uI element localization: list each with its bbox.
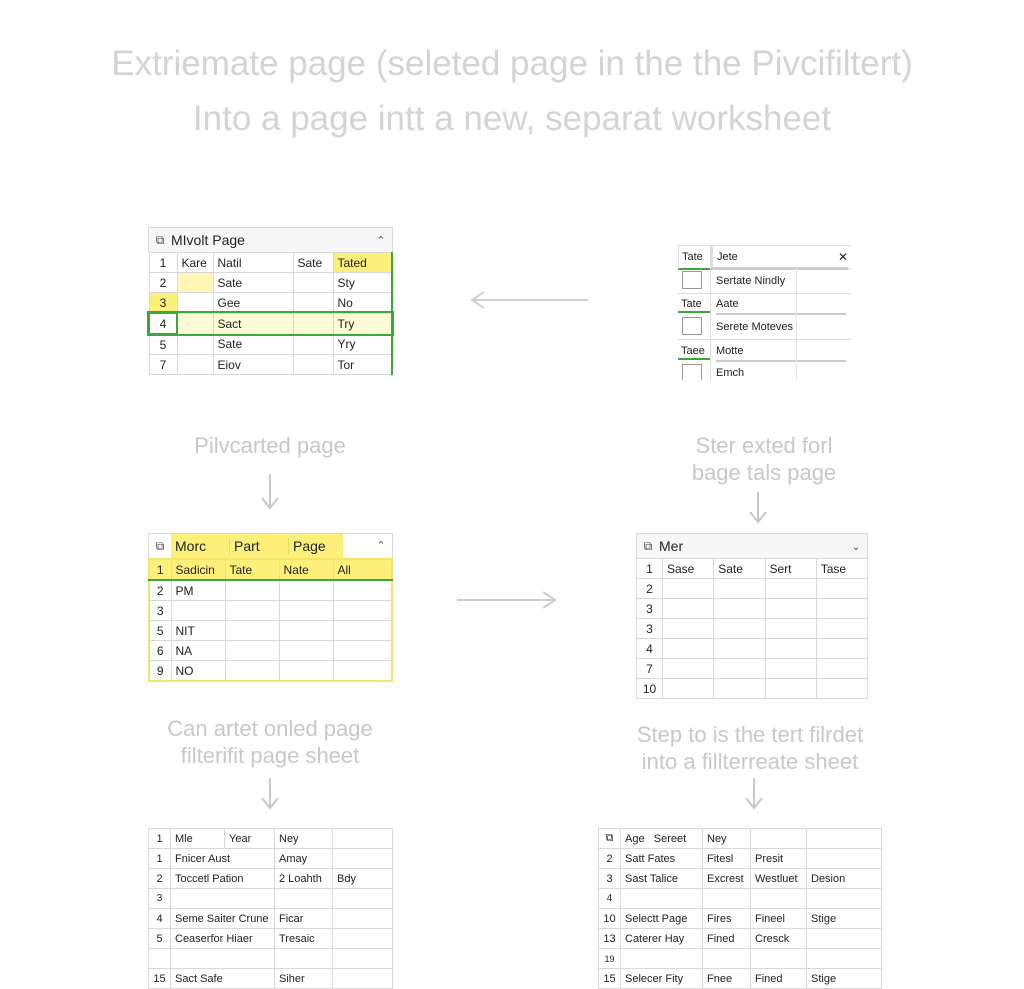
table-row[interactable] <box>599 849 882 869</box>
table-row[interactable] <box>149 641 392 661</box>
arrow-down-icon <box>258 776 282 812</box>
arrow-right-icon <box>455 590 561 610</box>
row-number: 6 <box>149 641 171 661</box>
table-cell[interactable] <box>807 889 882 909</box>
table-cell[interactable] <box>333 969 393 989</box>
table-cell[interactable] <box>751 889 807 909</box>
table-row[interactable] <box>149 580 392 601</box>
table-row[interactable] <box>599 969 882 989</box>
table-cell[interactable]: Fined <box>751 969 807 989</box>
row-number: 2 <box>637 579 663 599</box>
row-number: 7 <box>637 659 663 679</box>
row-number: 5 <box>149 621 171 641</box>
caption-extract-line-1: Ster exted forl <box>695 433 833 458</box>
row-number: 15 <box>599 969 621 989</box>
arrow-down-icon <box>746 490 770 526</box>
row-number: 3 <box>149 293 177 314</box>
table-cell[interactable] <box>807 949 882 969</box>
row-number: 2 <box>149 580 171 601</box>
table-cell[interactable]: NA <box>171 641 225 661</box>
table-cell[interactable] <box>171 601 225 621</box>
table-row[interactable] <box>637 579 868 599</box>
row-number: 1 <box>149 849 171 869</box>
table-row[interactable] <box>637 659 868 679</box>
table-cell[interactable]: Fnee <box>703 969 751 989</box>
row-number: 1 <box>149 253 177 273</box>
table-cell[interactable]: Desion <box>807 869 882 889</box>
filter-item-label[interactable]: Serete Moteves <box>716 321 794 333</box>
table-row[interactable] <box>149 621 392 641</box>
selected-row[interactable] <box>149 313 392 334</box>
row-number: 3 <box>599 869 621 889</box>
table-cell[interactable]: Sate <box>213 334 293 355</box>
table-cell[interactable]: NIT <box>171 621 225 641</box>
diagram-title-line-2: Into a page intt a new, separat worksheet <box>192 99 832 138</box>
filter-subtab[interactable]: Motte <box>716 345 744 357</box>
table-cell[interactable] <box>177 293 213 314</box>
column-header[interactable] <box>751 829 807 849</box>
table-cell[interactable] <box>293 355 333 375</box>
filter-header <box>712 245 851 269</box>
table-cell[interactable] <box>621 889 703 909</box>
row-number: 5 <box>149 929 171 949</box>
table-cell[interactable]: Tresaic <box>275 929 333 949</box>
collapse-icon[interactable]: ⌃ <box>370 534 392 558</box>
bottom-left-sheet <box>148 828 393 989</box>
pivot-page-title: MIvolt Page <box>171 232 245 248</box>
filter-tab-label: Tate <box>682 251 703 263</box>
middle-right-sheet <box>636 533 868 699</box>
selected-row[interactable] <box>149 559 392 580</box>
table-cell[interactable] <box>177 313 213 334</box>
table-row[interactable] <box>599 869 882 889</box>
column-header[interactable]: Kare <box>177 253 213 273</box>
checkbox[interactable] <box>682 317 702 335</box>
table-row[interactable] <box>637 619 868 639</box>
table-cell[interactable]: Ceaserfor Hiaer <box>171 929 275 949</box>
table-cell[interactable]: Tate <box>225 559 279 580</box>
row-number: 1 <box>637 559 663 579</box>
pivot-page-sheet <box>148 227 393 375</box>
table-row[interactable] <box>149 661 392 682</box>
table-cell[interactable]: Sact Safe <box>171 969 275 989</box>
table-cell[interactable] <box>621 949 703 969</box>
table-row[interactable] <box>599 929 882 949</box>
row-number: 19 <box>599 949 621 969</box>
column-header[interactable] <box>333 829 393 849</box>
row-number: 2 <box>149 273 177 293</box>
filter-item-label[interactable]: Sertate Nindly <box>716 275 786 287</box>
table-cell[interactable]: 2 Loahth <box>275 869 333 889</box>
table-cell[interactable]: Selectt Page <box>621 909 703 929</box>
filter-tab[interactable] <box>678 245 712 270</box>
close-icon[interactable]: ✕ <box>837 250 849 264</box>
table-cell[interactable] <box>807 849 882 869</box>
table-cell[interactable] <box>703 889 751 909</box>
row-number: 1 <box>149 559 171 580</box>
table-cell[interactable] <box>293 313 333 334</box>
table-row[interactable] <box>149 601 392 621</box>
column-header[interactable]: Age Sereet <box>621 829 703 849</box>
table-cell[interactable] <box>333 949 393 969</box>
table-cell[interactable] <box>333 929 393 949</box>
caption-step-line-1: Step to is the tert filrdet <box>636 722 864 747</box>
table-cell[interactable]: Seme Saiter Crune <box>171 909 275 929</box>
table-cell[interactable]: Stige <box>807 909 882 929</box>
table-cell[interactable]: NO <box>171 661 225 682</box>
table-row[interactable] <box>149 869 393 889</box>
row-number: 3 <box>149 601 171 621</box>
row-number: 4 <box>149 313 177 334</box>
column-header[interactable] <box>807 829 882 849</box>
caption-step-line-2: into a fillterreate sheet <box>641 749 859 774</box>
arrow-down-icon <box>258 472 282 512</box>
row-number: 5 <box>149 334 177 355</box>
table-row[interactable] <box>637 599 868 619</box>
table-cell[interactable] <box>333 909 393 929</box>
table-row[interactable] <box>149 293 392 314</box>
checkbox[interactable] <box>682 364 702 380</box>
middle-left-header <box>148 533 393 558</box>
table-row[interactable] <box>149 949 393 969</box>
column-header[interactable]: Ney <box>703 829 751 849</box>
arrow-down-icon <box>742 776 766 812</box>
column-header[interactable]: Ney <box>275 829 333 849</box>
middle-right-header <box>636 533 868 558</box>
table-cell[interactable] <box>333 849 393 869</box>
column-header[interactable]: Morc <box>175 538 207 554</box>
table-cell[interactable]: Fineel <box>751 909 807 929</box>
row-number: 15 <box>149 969 171 989</box>
table-cell[interactable]: Sadicin <box>171 559 225 580</box>
table-cell[interactable]: Eiov <box>213 355 293 375</box>
table-cell[interactable]: Presit <box>751 849 807 869</box>
row-number: 4 <box>599 889 621 909</box>
column-header[interactable]: Mle <box>171 829 225 849</box>
header-row <box>599 829 882 849</box>
table-row[interactable] <box>149 909 393 929</box>
table-cell[interactable] <box>275 889 333 909</box>
table-cell[interactable] <box>807 929 882 949</box>
table-cell[interactable] <box>703 949 751 969</box>
table-cell[interactable]: Tor <box>333 355 392 375</box>
table-cell[interactable]: Try <box>333 313 392 334</box>
row-number: 7 <box>149 355 177 375</box>
table-row[interactable] <box>637 679 868 699</box>
table-cell[interactable] <box>177 334 213 355</box>
column-header[interactable]: Page <box>288 538 343 554</box>
table-cell[interactable]: Yry <box>333 334 392 355</box>
table-cell[interactable]: No <box>333 293 392 314</box>
pivot-page-header <box>148 227 393 252</box>
table-cell[interactable] <box>751 949 807 969</box>
column-header[interactable]: Sate <box>293 253 333 273</box>
row-number: 4 <box>149 909 171 929</box>
collapse-icon[interactable]: ⌄ <box>851 540 861 553</box>
table-cell[interactable]: Excrest <box>703 869 751 889</box>
table-cell[interactable]: Nate <box>279 559 333 580</box>
table-cell[interactable]: Gee <box>213 293 293 314</box>
table-cell[interactable]: Toccetl Pation <box>171 869 275 889</box>
caption-extract-line-2: bage tals page <box>691 460 837 485</box>
column-header[interactable]: Year <box>225 829 275 849</box>
column-header[interactable]: Natil <box>213 253 293 273</box>
row-number: 2 <box>599 849 621 869</box>
table-cell[interactable] <box>171 949 275 969</box>
table-cell[interactable]: Amay <box>275 849 333 869</box>
row-number: 2 <box>149 869 171 889</box>
table-row[interactable] <box>149 849 393 869</box>
table-cell[interactable]: Bdy <box>333 869 393 889</box>
table-row[interactable] <box>599 909 882 929</box>
filter-header-label: Jete <box>717 251 738 263</box>
table-cell[interactable]: Cresck <box>751 929 807 949</box>
column-header[interactable]: Part <box>229 538 288 554</box>
table-row[interactable] <box>599 949 882 969</box>
caption-create-line-2: filterifit page sheet <box>180 743 360 768</box>
table-row[interactable] <box>599 889 882 909</box>
row-number: 9 <box>149 661 171 682</box>
sheet-icon: ⧉ <box>149 534 171 558</box>
table-row[interactable] <box>149 355 392 375</box>
row-number: 3 <box>149 889 171 909</box>
filter-subtab[interactable]: Aate <box>716 298 739 310</box>
table-cell[interactable]: Fitesl <box>703 849 751 869</box>
sheet-icon: ⧉ <box>155 232 165 247</box>
row-number <box>149 949 171 969</box>
table-row[interactable] <box>149 889 393 909</box>
table-row[interactable] <box>149 334 392 355</box>
table-row[interactable] <box>149 273 392 293</box>
row-number: 10 <box>637 679 663 699</box>
sheet-icon: ⧉ <box>599 829 621 849</box>
table-cell[interactable]: Sact <box>213 313 293 334</box>
bottom-right-sheet <box>598 828 882 989</box>
table-cell[interactable]: Sty <box>333 273 392 293</box>
sheet-icon: ⧉ <box>643 538 653 553</box>
table-cell[interactable]: Fires <box>703 909 751 929</box>
table-cell[interactable] <box>177 355 213 375</box>
filter-subtab[interactable]: Taee <box>681 345 705 357</box>
caption-pivot: Pilvcarted page <box>194 433 346 458</box>
column-header[interactable]: Tase <box>816 559 867 579</box>
table-cell[interactable] <box>177 273 213 293</box>
table-cell[interactable] <box>293 334 333 355</box>
table-cell[interactable] <box>275 949 333 969</box>
table-cell[interactable]: Siher <box>275 969 333 989</box>
table-cell[interactable]: Stige <box>807 969 882 989</box>
filter-panel <box>678 245 851 380</box>
table-cell[interactable]: Fined <box>703 929 751 949</box>
checkbox[interactable] <box>682 271 702 289</box>
table-cell[interactable]: Selecer Fity <box>621 969 703 989</box>
middle-right-title: Mer <box>659 538 684 554</box>
row-number: 10 <box>599 909 621 929</box>
header-row <box>149 829 393 849</box>
table-row[interactable] <box>637 639 868 659</box>
filter-subtab[interactable]: Tate <box>681 298 702 310</box>
table-cell[interactable]: Westluet <box>751 869 807 889</box>
table-cell[interactable] <box>293 273 333 293</box>
table-row[interactable] <box>149 969 393 989</box>
table-cell[interactable]: Caterer Hay <box>621 929 703 949</box>
diagram-title-line-1: Extriemate page (seleted page in the the Pivcifiltert) <box>111 44 913 83</box>
header-row <box>637 559 868 579</box>
caption-create-line-1: Can artet onled page <box>167 716 373 741</box>
filter-item-label[interactable]: Emch <box>716 367 745 379</box>
table-cell[interactable]: All <box>333 559 392 580</box>
table-cell[interactable]: Sast Talice <box>621 869 703 889</box>
row-number: 3 <box>637 599 663 619</box>
row-number: 4 <box>637 639 663 659</box>
row-number: 13 <box>599 929 621 949</box>
table-row[interactable] <box>149 929 393 949</box>
table-cell[interactable]: PM <box>171 580 225 601</box>
column-header[interactable]: Sert <box>765 559 816 579</box>
column-header[interactable]: Sate <box>714 559 765 579</box>
row-number: 1 <box>149 829 171 849</box>
row-number: 3 <box>637 619 663 639</box>
middle-left-sheet <box>148 533 393 682</box>
table-cell[interactable]: Fnicer Aust <box>171 849 275 869</box>
arrow-left-icon <box>468 290 590 310</box>
table-cell[interactable]: Satt Fates <box>621 849 703 869</box>
table-cell[interactable] <box>293 293 333 314</box>
collapse-icon[interactable]: ⌃ <box>376 234 386 247</box>
table-cell[interactable]: Ficar <box>275 909 333 929</box>
column-header[interactable]: Tated <box>333 253 392 273</box>
table-cell[interactable]: Sate <box>213 273 293 293</box>
table-cell[interactable] <box>333 889 393 909</box>
table-cell[interactable] <box>171 889 275 909</box>
column-header[interactable]: Sase <box>663 559 714 579</box>
pivot-header-row <box>149 253 392 273</box>
